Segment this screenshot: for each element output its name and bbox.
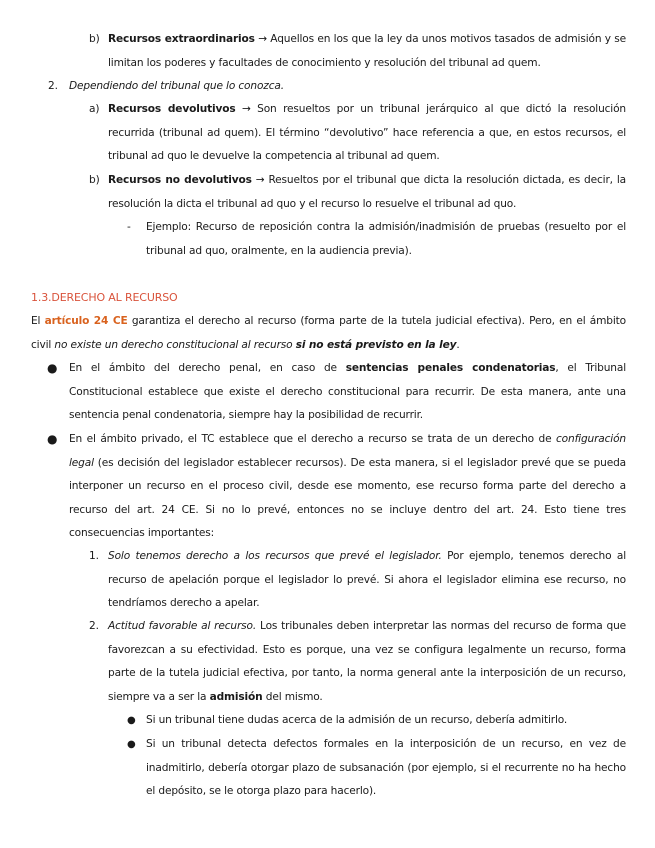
cons1-text: Por ejemplo, tenemos derecho al recurso de apelación porque el legislador lo prevé. Si ahora el legislador elimina ese recurso, no tendríamos derecho a apelar. bbox=[108, 550, 626, 609]
list-marker-2: 2. bbox=[48, 80, 58, 92]
list-marker-2b: 2. bbox=[89, 620, 99, 632]
intro-bold-italic: si no está previsto en la ley bbox=[295, 338, 457, 351]
cons1-italic: Solo tenemos derecho a los recursos que prevé el legislador. bbox=[108, 550, 442, 562]
list-marker-a: a) bbox=[89, 103, 100, 115]
term-recursos-no-devolutivos: Recursos no devolutivos bbox=[108, 174, 252, 186]
cons2-text-1: Los tribunales deben interpretar las normas del recurso de forma que favorezcan a su efectividad. Esto es porque, una vez se configura legalmente un recurso, forma parte de la tutela judicial efectiva, por tanto, la norma general ante la interposición de un recurso, siempre va a ser la bbox=[108, 620, 626, 703]
consequence-2 bbox=[108, 615, 626, 709]
list-marker-1: 1. bbox=[89, 550, 99, 562]
term-recursos-devolutivos: Recursos devolutivos bbox=[108, 103, 236, 115]
privado-text-2: (es decisión del legislador establecer recursos). De esta manera, si el legislador prevé que se pueda interponer un recurso en el proceso civil, desde ese momento, ese recurso forma parte del derecho a recurso del art. 24 CE. Si no lo prevé, entonces no se incluye dentro del art. 24. Esto tiene tres consecuencias importantes: bbox=[69, 456, 626, 539]
list-item-dependiendo: Dependiendo del tribunal que lo conozca. bbox=[69, 80, 284, 92]
dash-marker: - bbox=[127, 221, 131, 233]
paragraph-recursos-extraordinarios bbox=[108, 28, 626, 75]
intro-text-1: El bbox=[31, 315, 45, 327]
sub-bullet-defectos: Si un tribunal detecta defectos formales en la interposición de un recurso, en vez de inadmitirlo, debería otorgar plazo de subsanación (por ejemplo, si el recurrente no ha hecho el depósito, se le otorga plazo para hacerlo). bbox=[146, 738, 626, 797]
cons2-bold: admisión bbox=[209, 690, 263, 703]
term-recursos-extraordinarios: Recursos extraordinarios bbox=[108, 33, 255, 45]
penal-text-2: , el Tribunal Constitucional establece que existe el derecho constitucional para recurrir. De esta manera, ante una sentencia penal condenatoria, siempre hay la posibilidad de recurrir. bbox=[69, 362, 626, 421]
intro-end: . bbox=[456, 338, 460, 351]
list-marker-b-nodev: b) bbox=[89, 174, 100, 186]
bullet-icon: ● bbox=[127, 739, 136, 750]
consequence-1 bbox=[108, 545, 626, 616]
intro-italic: no existe un derecho constitucional al recurso bbox=[54, 338, 296, 351]
list-marker-b-extra: b) bbox=[89, 33, 100, 45]
paragraph-recursos-devolutivos bbox=[108, 98, 626, 169]
privado-text-1: En el ámbito privado, el TC establece que el derecho a recurso se trata de un derecho de bbox=[69, 433, 556, 445]
privado-italic: configuración legal bbox=[69, 433, 626, 469]
paragraph-recursos-no-devolutivos bbox=[108, 169, 626, 216]
link-articulo-24-ce: artículo 24 CE bbox=[44, 315, 128, 327]
penal-bold: sentencias penales condenatorias bbox=[345, 362, 556, 374]
cons2-text-2: del mismo. bbox=[262, 690, 323, 703]
paragraph-ejemplo: Ejemplo: Recurso de reposición contra la admisión/inadmisión de pruebas (resuelto por el tribunal ad quo, oralmente, en la audiencia previa). bbox=[146, 221, 626, 257]
penal-text-1: En el ámbito del derecho penal, en caso de bbox=[69, 362, 346, 374]
definition-text: → Aquellos en los que la ley da unos motivos tasados de admisión y se limitan los poderes y facultades de conocimiento y resolución del tribunal ad quem. bbox=[108, 33, 626, 69]
definition-text: → Son resueltos por un tribunal jerárquico al que dictó la resolución recurrida (tribunal ad quem). El término “devolutivo” hace referencia a que, en estos recursos, el tribunal ad quo le devuelve la competencia al tribunal ad quem. bbox=[108, 103, 626, 162]
bullet-derecho-penal bbox=[69, 357, 626, 428]
bullet-icon: ● bbox=[47, 432, 58, 446]
sub-bullet-dudas: Si un tribunal tiene dudas acerca de la admisión de un recurso, debería admitirlo. bbox=[146, 714, 568, 726]
bullet-icon: ● bbox=[47, 361, 58, 375]
bullet-ambito-privado bbox=[69, 428, 626, 546]
intro-text-2: garantiza el derecho al recurso (forma parte de la tutela judicial efectiva). Pero, en el ámbito civil bbox=[31, 315, 626, 351]
definition-text: → Resueltos por el tribunal que dicta la resolución dictada, es decir, la resolución la dicta el tribunal ad quo y el recurso lo resuelve el tribunal ad quo. bbox=[108, 174, 626, 210]
bullet-icon: ● bbox=[127, 715, 136, 726]
paragraph-intro bbox=[31, 310, 626, 357]
cons2-italic: Actitud favorable al recurso. bbox=[108, 620, 257, 632]
section-heading: 1.3.DERECHO AL RECURSO bbox=[31, 291, 178, 304]
